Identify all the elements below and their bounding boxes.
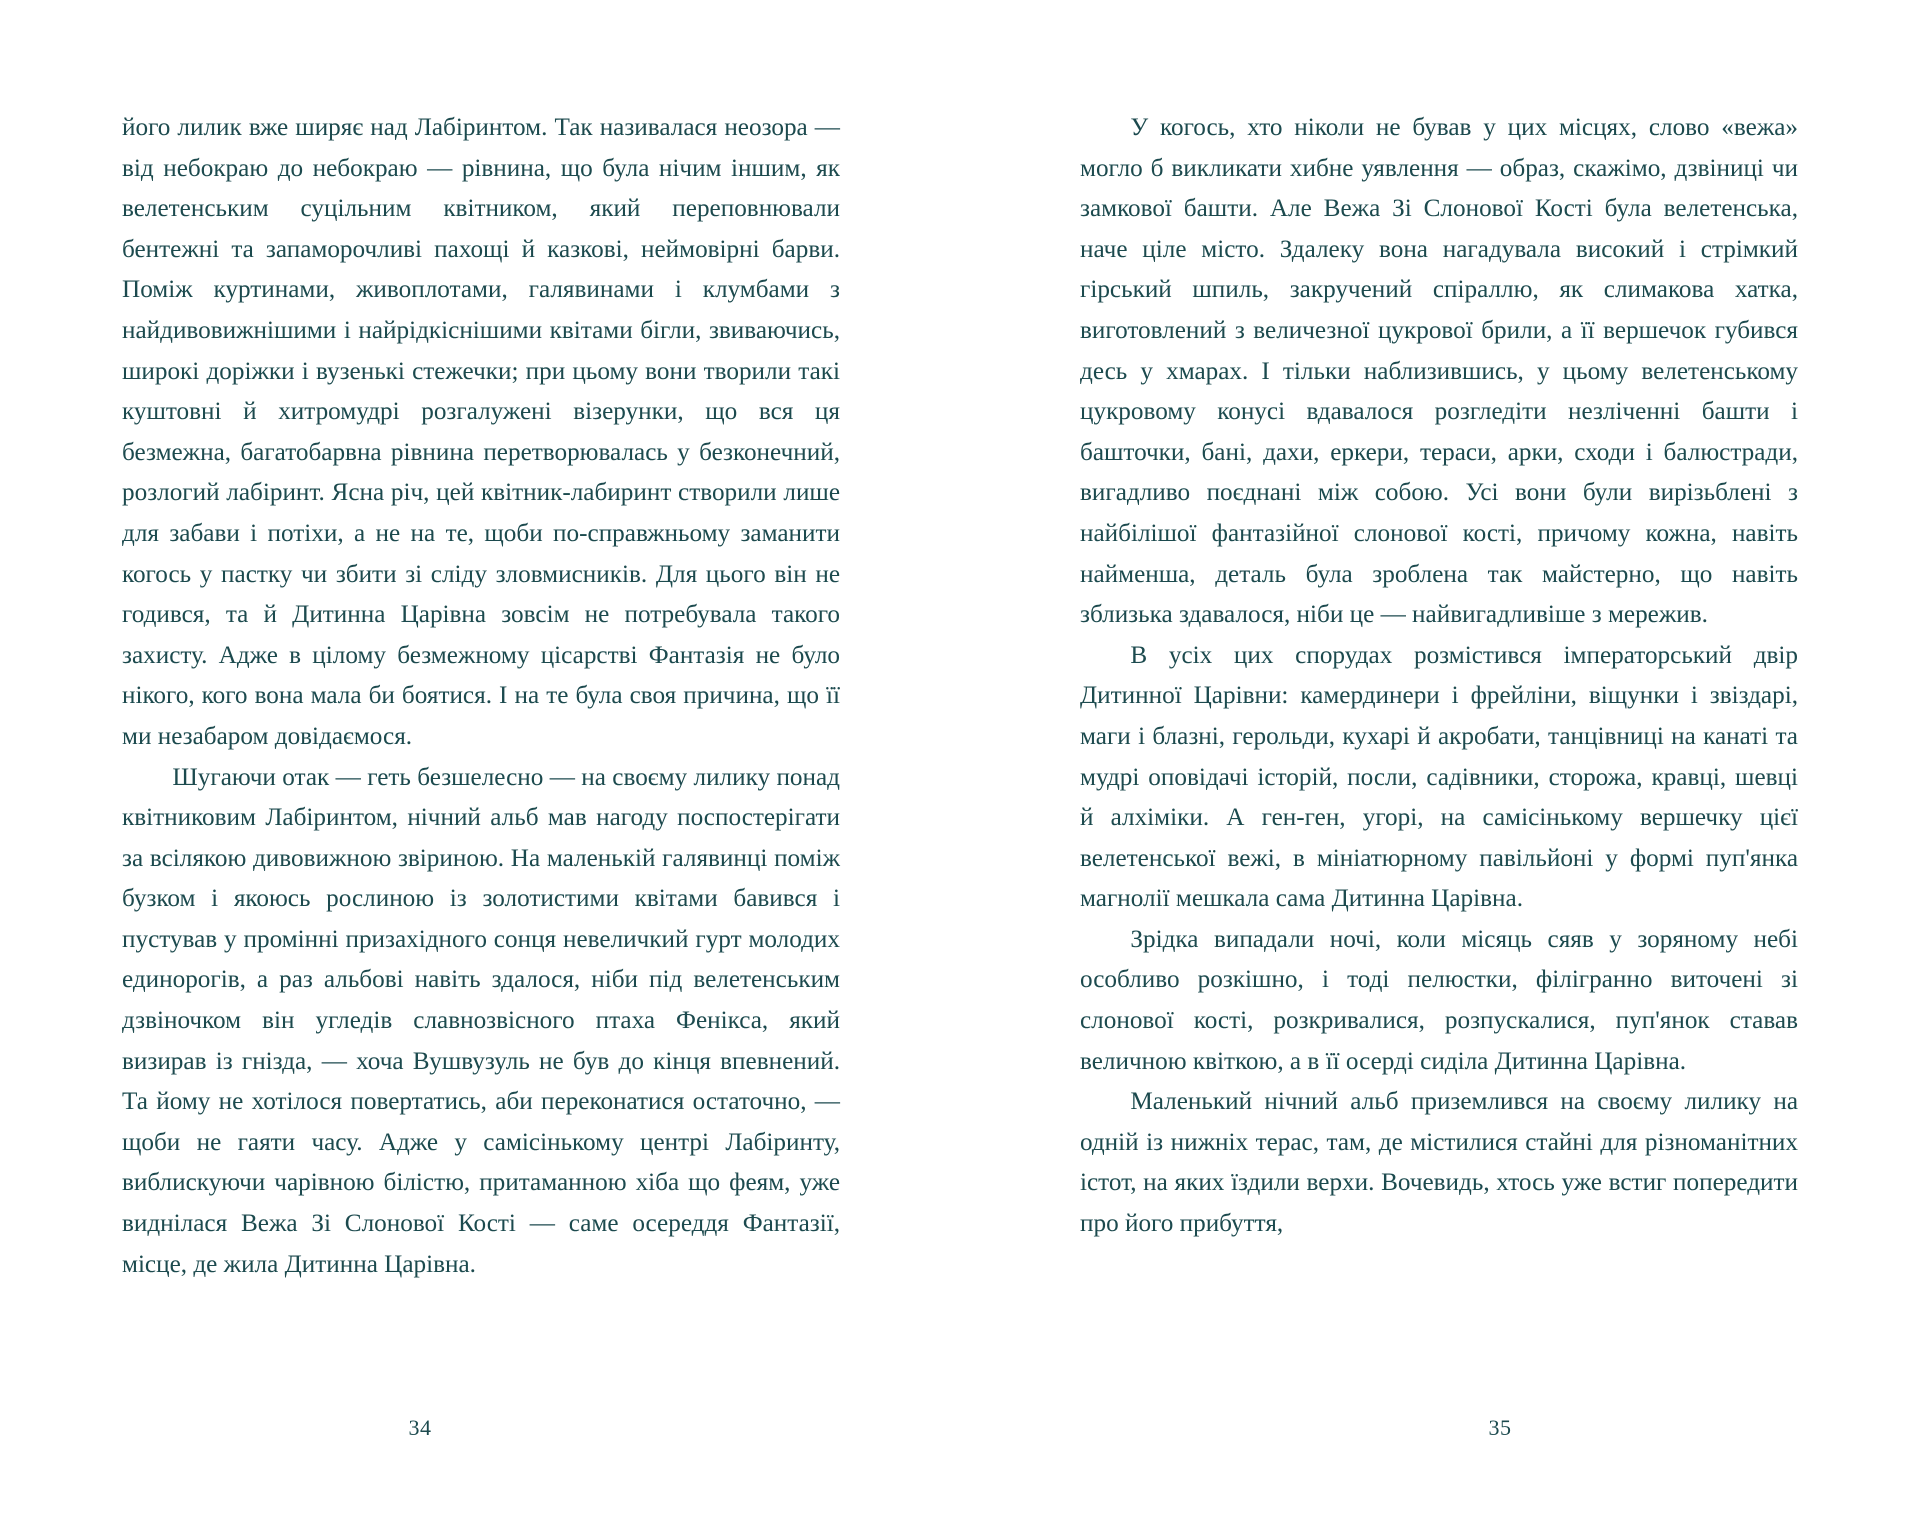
right-page-text-column bbox=[1080, 108, 1798, 1245]
page-number-left: 34 bbox=[408, 1415, 432, 1440]
paragraph: Зрідка випадали ночі, коли місяць сяяв у зоряному небі особливо розкішно, і тоді пелюстки, філігранно виточені зі слонової кості, розкривалися, розпускалися, пуп'янок ставав величною квіткою, а в її осерді сиділа Дитинна Царівна. bbox=[1080, 925, 1798, 1075]
right-page bbox=[960, 0, 1920, 1529]
paragraph: В усіх цих спорудах розмістився імператорський двір Дитинної Царівни: камердинери і фрейліни, віщунки і звіздарі, маги і блазні, герольди, кухарі й акробати, танцівниці на канаті та мудрі оповідачі історій, посли, садівники, сторожа, кравці, шевці й алхіміки. А ген-ген, угорі, на самісінькому вершечку цієї велетенської вежі, в мініатюрному павільйоні у формі пуп'янка магнолії мешкала сама Дитинна Царівна. bbox=[1080, 641, 1798, 913]
paragraph: У когось, хто ніколи не бував у цих місцях, слово «вежа» могло б викликати хибне уявлення — образ, скажімо, дзвіниці чи замкової башти. Але Вежа Зі Слонової Кості була велетенська, наче ціле місто. Здалеку вона нагадувала високий і стрімкий гірський шпиль, закручений спіраллю, як слимакова хатка, виготовлений з величезної цукрової брили, а її вершечок губився десь у хмарах. І тільки наблизившись, у цьому велетенському цукровому конусі вдавалося розгледіти незліченні башти і башточки, бані, дахи, еркери, тераси, арки, сходи і балюстради, вигадливо поєднані між собою. Усі вони були вирізьблені з найбілішої фантазійної слонової кості, причому кожна, навіть найменша, деталь була зроблена так майстерно, що навіть зблизька здавалося, ніби це — найвигадливіше з мережив. bbox=[1080, 114, 1798, 629]
paragraph: його лилик вже ширяє над Лабіринтом. Так називалася неозора — від небокраю до небокраю — рівнина, що була нічим іншим, як велетенським суцільним квітником, який переповнювали бентежні та запаморочливі пахощі й казкові, неймовірні барви. Поміж куртинами, живоплотами, галявинами і клумбами з найдивовижнішими і найрідкіснішими квітами бігли, звиваючись, широкі доріжки і вузенькі стежечки; при цьому вони творили такі куштовні й хитромудрі розгалужені візерунки, що вся ця безмежна, багатобарвна рівнина перетворювалась у безконечний, розлогий лабіринт. Ясна річ, цей квітник-лабиринт створили лише для забави і потіхи, а не на те, щоби по-справжньому заманити когось у пастку чи збити зі сліду зловмисників. Для цього він не годився, та й Дитинна Царівна зовсім не потребувала такого захисту. Адже в цілому безмежному цісарстві Фантазія не було нікого, кого вона мала би боятися. І на те була своя причина, що її ми незабаром довідаємося. bbox=[122, 114, 840, 750]
left-page-text-column bbox=[122, 108, 840, 1285]
paragraph: Маленький нічний альб приземлився на своєму лилику на одній із нижніх терас, там, де містилися стайні для різноманітних істот, на яких їздили верхи. Вочевидь, хтось уже встиг попередити про його прибуття, bbox=[1080, 1088, 1798, 1238]
page-number-right: 35 bbox=[1488, 1415, 1512, 1440]
paragraph: Шугаючи отак — геть безшелесно — на своєму лилику понад квітниковим Лабіринтом, нічний альб мав нагоду поспостерігати за всілякою дивовижною звіриною. На маленькій галявинці поміж бузком і якоюсь рослиною із золотистими квітами бавився і пустував у промінні призахідного сонця невеличкий гурт молодих единорогів, а раз альбові навіть здалося, ніби під велетенським дзвіночком він угледів славнозвісного птаха Фенікса, який визирав із гнізда, — хоча Вушвузуль не був до кінця впевнений. Та йому не хотілося повертатись, аби переконатися остаточно, — щоби не гаяти часу. Адже у самісінькому центрі Лабіринту, виблискуючи чарівною білістю, притаманною хіба що феям, уже виднілася Вежа Зі Слонової Кості — саме осереддя Фантазії, місце, де жила Дитинна Царівна. bbox=[122, 763, 840, 1278]
